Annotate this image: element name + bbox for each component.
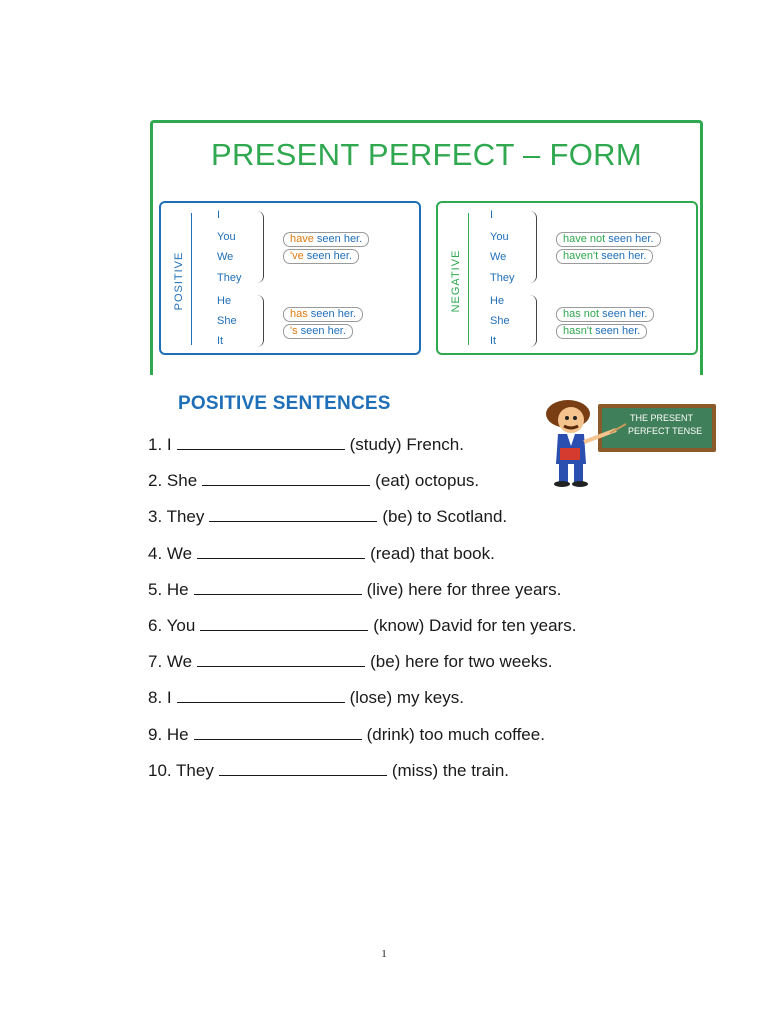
exercise-item: 10. They (miss) the train. [148, 758, 576, 794]
phrase-box: have not seen her. [556, 232, 661, 247]
exercise-item: 5. He (live) here for three years. [148, 577, 576, 613]
pronoun: They [490, 272, 515, 284]
exercise-item: 9. He (drink) too much coffee. [148, 722, 576, 758]
negative-label: NEGATIVE [450, 249, 462, 313]
pronoun: It [217, 335, 224, 347]
exercise-item: 8. I (lose) my keys. [148, 685, 576, 721]
phrase-box: have seen her. [283, 232, 369, 247]
pronoun: We [217, 251, 234, 263]
answer-blank[interactable] [194, 722, 362, 740]
pronoun: We [490, 251, 507, 263]
divider [191, 213, 192, 345]
answer-blank[interactable] [197, 649, 365, 667]
exercise-item: 6. You (know) David for ten years. [148, 613, 576, 649]
brace [257, 211, 264, 283]
pronoun: She [490, 315, 510, 327]
answer-blank[interactable] [194, 577, 362, 595]
board-text-line2: PERFECT TENSE [628, 426, 703, 436]
pronoun: I [217, 209, 221, 221]
page-number: 1 [381, 948, 387, 960]
exercise-item: 3. They (be) to Scotland. [148, 504, 576, 540]
pronoun: He [217, 295, 232, 307]
pronoun: You [490, 231, 509, 243]
answer-blank[interactable] [200, 613, 368, 631]
form-chart [150, 120, 703, 375]
phrase-box: haven't seen her. [556, 249, 653, 264]
pronoun: They [217, 272, 242, 284]
answer-blank[interactable] [177, 685, 345, 703]
pronoun: I [490, 209, 494, 221]
brace [257, 295, 264, 347]
pronoun: It [490, 335, 497, 347]
exercise-item: 7. We (be) here for two weeks. [148, 649, 576, 685]
exercise-list [148, 432, 576, 794]
answer-blank[interactable] [219, 758, 387, 776]
teacher-eye [573, 416, 577, 420]
section-heading: POSITIVE SENTENCES [178, 393, 391, 414]
phrase-box: has seen her. [283, 307, 363, 322]
negative-panel [436, 201, 698, 355]
phrase-box: hasn't seen her. [556, 324, 647, 339]
answer-blank[interactable] [209, 504, 377, 522]
exercise-item: 2. She (eat) octopus. [148, 468, 576, 504]
pronoun: She [217, 315, 237, 327]
divider [468, 213, 469, 345]
form-title: PRESENT PERFECT – FORM [211, 137, 642, 172]
board-text-line1: THE PRESENT [630, 413, 694, 423]
positive-label: POSITIVE [173, 251, 185, 311]
phrase-box: 've seen her. [283, 249, 359, 264]
phrase-box: 's seen her. [283, 324, 353, 339]
exercise-item: 4. We (read) that book. [148, 541, 576, 577]
answer-blank[interactable] [177, 432, 345, 450]
exercise-item: 1. I (study) French. [148, 432, 576, 468]
positive-panel [159, 201, 421, 355]
teacher-eye [565, 416, 569, 420]
answer-blank[interactable] [202, 468, 370, 486]
answer-blank[interactable] [197, 541, 365, 559]
brace [530, 211, 537, 283]
pronoun: He [490, 295, 505, 307]
phrase-box: has not seen her. [556, 307, 654, 322]
pronoun: You [217, 231, 236, 243]
brace [530, 295, 537, 347]
